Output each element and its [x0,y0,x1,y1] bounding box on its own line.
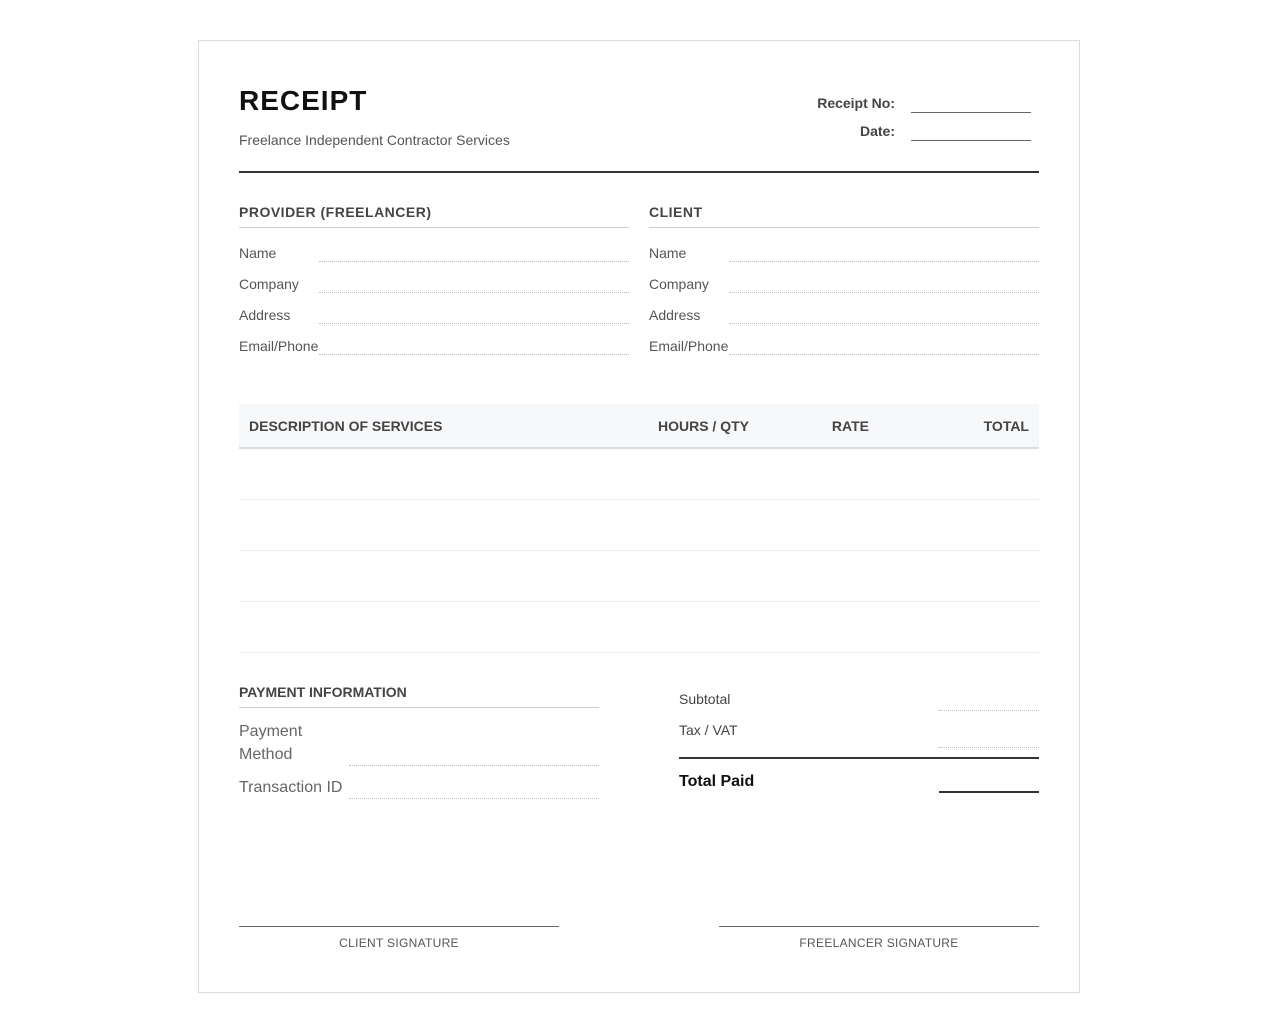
cell-rate[interactable] [759,550,879,601]
provider-name-label: Name [239,245,277,261]
freelancer-signature-label: FREELANCER SIGNATURE [799,936,959,950]
transaction-id-label: Transaction ID [239,779,343,796]
transaction-id-row [239,776,599,799]
cell-total[interactable] [879,499,1039,550]
receipt-subtitle: Freelance Independent Contractor Services [239,132,510,148]
cell-rate[interactable] [759,601,879,652]
totals-section [679,686,1039,793]
client-address-field[interactable] [729,308,1039,324]
table-row [239,499,1039,550]
cell-description[interactable] [239,601,619,652]
client-fields [649,231,1039,355]
cell-hours-qty[interactable] [619,499,759,550]
freelancer-signature-block [719,926,1039,950]
client-heading: CLIENT [649,204,1039,228]
cell-total[interactable] [879,448,1039,499]
client-name-label: Name [649,245,687,261]
table-row [239,601,1039,652]
provider-contact-field[interactable] [319,339,629,355]
client-signature-label: CLIENT SIGNATURE [339,936,459,950]
client-address-label: Address [649,307,701,323]
receipt-content [239,41,1039,992]
provider-section [239,204,629,355]
client-name-field[interactable] [729,246,1039,262]
provider-address-label: Address [239,307,291,323]
transaction-id-field[interactable] [349,779,599,799]
table-row [239,550,1039,601]
provider-contact-label: Email/Phone [239,338,319,354]
col-total: TOTAL [879,404,1039,448]
client-signature-block [239,926,559,950]
total-paid-label: Total Paid [679,773,755,790]
subtotal-field[interactable] [939,691,1039,711]
client-company-label: Company [649,276,709,292]
payment-method-field[interactable] [349,746,599,766]
receipt-title: RECEIPT [239,85,368,116]
provider-company-label: Company [239,276,299,292]
table-row [239,448,1039,499]
date-field[interactable] [911,123,1031,141]
client-signature-line[interactable] [239,926,559,927]
cell-rate[interactable] [759,499,879,550]
client-address-row [649,293,1039,324]
receipt-no-label: Receipt No: [817,95,895,111]
provider-name-field[interactable] [319,246,629,262]
col-description: DESCRIPTION OF SERVICES [239,404,619,448]
cell-hours-qty[interactable] [619,448,759,499]
receipt-no-row [817,85,1031,113]
provider-heading: PROVIDER (FREELANCER) [239,204,629,228]
tax-field[interactable] [939,728,1039,748]
client-company-row [649,262,1039,293]
subtotal-label: Subtotal [679,691,731,707]
cell-rate[interactable] [759,448,879,499]
cell-description[interactable] [239,499,619,550]
freelancer-signature-line[interactable] [719,926,1039,927]
cell-hours-qty[interactable] [619,550,759,601]
date-row [817,113,1031,141]
payment-method-row [239,720,599,766]
client-contact-field[interactable] [729,339,1039,355]
header-divider [239,171,1039,173]
cell-description[interactable] [239,448,619,499]
services-header-row [239,404,1039,448]
date-label: Date: [859,123,895,139]
payment-section [239,684,599,799]
receipt-page [198,40,1080,993]
client-contact-row [649,324,1039,355]
cell-hours-qty[interactable] [619,601,759,652]
payment-heading: PAYMENT INFORMATION [239,684,599,708]
cell-total[interactable] [879,601,1039,652]
cell-description[interactable] [239,550,619,601]
client-section [649,204,1039,355]
col-rate: RATE [759,404,879,448]
provider-address-row [239,293,629,324]
col-hours-qty: HOURS / QTY [619,404,759,448]
client-contact-label: Email/Phone [649,338,729,354]
total-paid-field[interactable] [939,773,1039,793]
provider-contact-row [239,324,629,355]
receipt-meta [817,85,1031,141]
tax-label: Tax / VAT [679,722,738,738]
provider-address-field[interactable] [319,308,629,324]
provider-company-row [239,262,629,293]
provider-fields [239,231,629,355]
tax-row [679,711,1039,748]
services-table [239,404,1039,653]
cell-total[interactable] [879,550,1039,601]
subtotal-row [679,686,1039,711]
payment-method-label: Payment Method [239,723,303,763]
provider-company-field[interactable] [319,277,629,293]
receipt-no-field[interactable] [911,95,1031,113]
total-paid-row [679,759,1039,793]
client-name-row [649,231,1039,262]
client-company-field[interactable] [729,277,1039,293]
provider-name-row [239,231,629,262]
